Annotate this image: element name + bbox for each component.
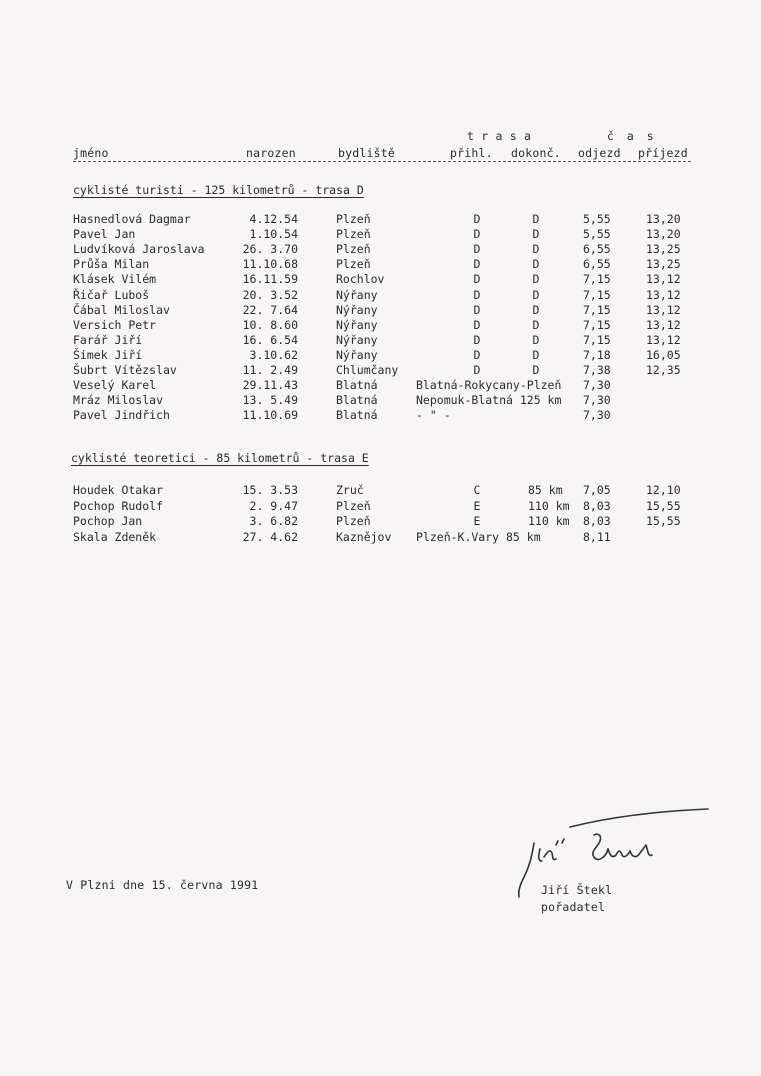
birth-date: 13. 5.49: [242, 393, 298, 408]
departure-time: 8,03: [583, 498, 611, 513]
table-row: [0, 257, 761, 272]
route-completed: D: [532, 227, 540, 242]
route-completed: D: [532, 347, 540, 362]
route-note: - " -: [416, 408, 451, 423]
arrival-time: 13,12: [646, 332, 681, 347]
departure-time: 7,05: [583, 483, 611, 497]
header-jmeno: jméno: [73, 146, 109, 160]
departure-time: 7,38: [583, 363, 611, 377]
route-completed: D: [532, 272, 540, 287]
route-note: Plzeň-K.Vary 85 km: [416, 529, 541, 544]
table-row: [0, 348, 761, 363]
route-registered: D: [473, 347, 481, 362]
route-registered: D: [473, 287, 481, 302]
route-registered: E: [473, 498, 481, 513]
arrival-time: 13,25: [646, 257, 681, 272]
route-registered: D: [473, 227, 481, 242]
departure-time: 7,15: [583, 272, 611, 287]
signer-name: Jiří Štekl: [541, 883, 613, 897]
table-row: [0, 499, 761, 514]
departure-time: 5,55: [583, 227, 611, 242]
arrival-time: 13,20: [646, 227, 681, 242]
table-row: [0, 227, 761, 242]
route-registered: D: [473, 242, 481, 257]
route-completed: D: [532, 257, 540, 272]
route-completed: D: [532, 317, 540, 332]
arrival-time: 13,20: [646, 212, 681, 226]
route-registered: D: [473, 302, 481, 317]
birth-date: 11.10.68: [242, 257, 298, 272]
route-completed: D: [532, 212, 540, 226]
birth-date: 20. 3.52: [242, 287, 298, 302]
departure-time: 7,18: [583, 347, 611, 362]
route-completed: 110 km: [528, 514, 570, 528]
departure-time: 7,15: [583, 332, 611, 347]
residence: Chlumčany: [336, 363, 399, 377]
birth-date: 26. 3.70: [242, 242, 298, 257]
table-row: [0, 272, 761, 287]
departure-time: 8,11: [583, 529, 611, 544]
departure-time: 6,55: [583, 257, 611, 272]
route-completed: 85 km: [528, 483, 563, 497]
arrival-time: 15,55: [646, 514, 681, 528]
table-row: [0, 363, 761, 378]
participant-name: Pavel Jindřich: [73, 408, 170, 423]
departure-time: 6,55: [583, 242, 611, 257]
arrival-time: 12,10: [646, 483, 681, 497]
arrival-time: 13,25: [646, 242, 681, 257]
birth-date: 27. 4.62: [242, 529, 298, 544]
table-row: [0, 408, 761, 423]
route-registered: D: [473, 317, 481, 332]
participant-name: Řičař Luboš: [73, 287, 150, 302]
participant-name: Farář Jiří: [73, 332, 143, 347]
route-note: Blatná-Rokycany-Plzeň: [416, 378, 562, 393]
route-completed: D: [532, 242, 540, 257]
participant-name: Pochop Rudolf: [73, 498, 164, 513]
arrival-time: 13,12: [646, 287, 681, 302]
table-row: [0, 393, 761, 408]
birth-date: 4.12.54: [249, 212, 298, 226]
residence: Plzeň: [336, 242, 371, 257]
table-row: [0, 378, 761, 393]
birth-date: 15. 3.53: [242, 483, 298, 497]
table-row: [0, 242, 761, 257]
residence: Nýřany: [336, 287, 378, 302]
header-rule: [73, 161, 691, 162]
header-prihl: přihl.: [450, 146, 493, 160]
departure-time: 7,30: [583, 408, 611, 423]
birth-date: 16.11.59: [242, 272, 298, 287]
departure-time: 7,15: [583, 317, 611, 332]
residence: Blatná: [336, 378, 378, 393]
header-prijezd: příjezd: [638, 146, 688, 160]
route-registered: D: [473, 332, 481, 347]
birth-date: 10. 8.60: [242, 317, 298, 332]
departure-time: 7,15: [583, 287, 611, 302]
birth-date: 2. 9.47: [249, 498, 298, 513]
route-note: Nepomuk-Blatná 125 km: [416, 393, 562, 408]
arrival-time: 16,05: [646, 347, 681, 362]
route-completed: 110 km: [528, 498, 570, 513]
birth-date: 3.10.62: [249, 347, 298, 362]
participant-name: Šubrt Vítězslav: [73, 363, 177, 377]
residence: Plzeň: [336, 498, 371, 513]
participant-name: Klásek Vilém: [73, 272, 157, 287]
route-completed: D: [532, 287, 540, 302]
table-row: [0, 530, 761, 545]
participant-name: Versich Petr: [73, 317, 157, 332]
participant-name: Mráz Miloslav: [73, 393, 164, 408]
section-title-touring: cyklisté turisti - 125 kilometrů - trasa D: [73, 183, 364, 197]
residence: Plzeň: [336, 514, 371, 528]
departure-time: 7,30: [583, 378, 611, 393]
residence: Blatná: [336, 408, 378, 423]
place-date: V Plzni dne 15. června 1991: [66, 878, 259, 892]
header-trasa: t r a s a: [467, 129, 532, 143]
departure-time: 5,55: [583, 212, 611, 226]
participant-name: Pavel Jan: [73, 227, 136, 242]
participant-name: Skala Zdeněk: [73, 529, 157, 544]
route-completed: D: [532, 332, 540, 347]
participant-name: Pochop Jan: [73, 514, 143, 528]
arrival-time: 12,35: [646, 363, 681, 377]
participant-name: Hasnedlová Dagmar: [73, 212, 191, 226]
header-cas: č a s: [607, 129, 657, 143]
table-row: [0, 318, 761, 333]
residence: Nýřany: [336, 302, 378, 317]
table-row: [0, 483, 761, 498]
table-row: [0, 288, 761, 303]
residence: Blatná: [336, 393, 378, 408]
route-completed: D: [532, 302, 540, 317]
birth-date: 3. 6.82: [249, 514, 298, 528]
participant-name: Šimek Jiří: [73, 347, 143, 362]
table-row: [0, 333, 761, 348]
birth-date: 1.10.54: [249, 227, 298, 242]
birth-date: 11.10.69: [242, 408, 298, 423]
header-narozen: narozen: [246, 146, 296, 160]
residence: Nýřany: [336, 347, 378, 362]
residence: Nýřany: [336, 317, 378, 332]
birth-date: 16. 6.54: [242, 332, 298, 347]
signer-role: pořadatel: [541, 900, 606, 914]
participant-name: Veselý Karel: [73, 378, 157, 393]
departure-time: 7,15: [583, 302, 611, 317]
residence: Kaznějov: [336, 529, 392, 544]
arrival-time: 13,12: [646, 272, 681, 287]
header-bydliste: bydliště: [338, 146, 395, 160]
route-completed: D: [532, 363, 540, 377]
route-registered: C: [473, 483, 481, 497]
arrival-time: 13,12: [646, 317, 681, 332]
departure-time: 8,03: [583, 514, 611, 528]
table-row: [0, 303, 761, 318]
header-odjezd: odjezd: [578, 146, 621, 160]
residence: Plzeň: [336, 257, 371, 272]
birth-date: 11. 2.49: [242, 363, 298, 377]
table-row: [0, 212, 761, 227]
table-row: [0, 514, 761, 529]
participant-name: Houdek Otakar: [73, 483, 164, 497]
arrival-time: 15,55: [646, 498, 681, 513]
route-registered: D: [473, 257, 481, 272]
residence: Zruč: [336, 483, 364, 497]
residence: Rochlov: [336, 272, 385, 287]
residence: Plzeň: [336, 212, 371, 226]
route-registered: D: [473, 272, 481, 287]
route-registered: D: [473, 212, 481, 226]
participant-name: Čábal Miloslav: [73, 302, 170, 317]
route-registered: D: [473, 363, 481, 377]
arrival-time: 13,12: [646, 302, 681, 317]
route-registered: E: [473, 514, 481, 528]
participant-name: Ludvíková Jaroslava: [73, 242, 205, 257]
birth-date: 29.11.43: [242, 378, 298, 393]
participant-name: Průša Milan: [73, 257, 150, 272]
birth-date: 22. 7.64: [242, 302, 298, 317]
residence: Nýřany: [336, 332, 378, 347]
header-dokonc: dokonč.: [511, 146, 561, 160]
residence: Plzeň: [336, 227, 371, 242]
departure-time: 7,30: [583, 393, 611, 408]
section-title-theoretical: cyklisté teoretici - 85 kilometrů - trasa E: [71, 451, 369, 465]
